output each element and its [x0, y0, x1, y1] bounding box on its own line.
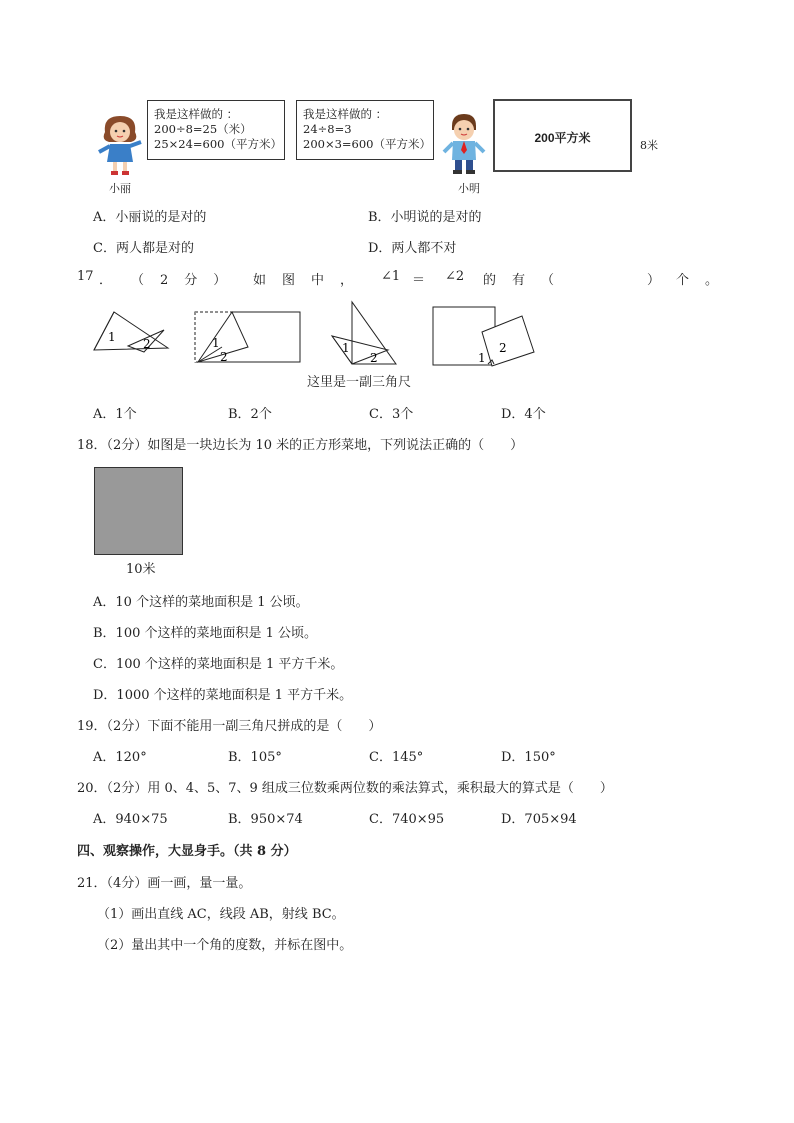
q18-option-a[interactable]: A．10 个这样的菜地面积是 1 公顷。: [93, 595, 309, 610]
q19-option-b[interactable]: B．105°: [228, 750, 282, 765]
q17-angle1: ∠1: [381, 269, 401, 284]
q20-option-d[interactable]: D．705×94: [501, 812, 577, 827]
q17-figure-2: [192, 309, 304, 365]
q17-text1: 如图中，: [253, 273, 370, 288]
q18-stem: 18．（2分）如图是一块边长为 10 米的正方形菜地，下列说法正确的（ ）: [77, 438, 524, 453]
girl-illustration: [95, 112, 145, 178]
field-rectangle: [493, 99, 632, 172]
q17-figure-4: [430, 304, 538, 368]
q19-option-c[interactable]: C．145°: [369, 750, 424, 765]
q17-figure-3: [330, 300, 402, 368]
section4-title: 四、观察操作，大显身手。（共 8 分）: [77, 844, 297, 859]
girl-name: 小丽: [109, 182, 131, 195]
q17-fig3-label-1: 1: [342, 341, 350, 355]
boy-speech-box: [296, 100, 434, 160]
q17-angle2: ∠2: [445, 269, 465, 284]
q17-fig2-label-2: 2: [220, 350, 228, 364]
q18-option-d[interactable]: D．1000 个这样的菜地面积是 1 平方千米。: [93, 688, 353, 703]
boy-box-line3: 200×3=600（平方米）: [303, 137, 431, 151]
q19-stem: 19．（2分）下面不能用一副三角尺拼成的是（ ）: [77, 719, 382, 734]
q18-square-label: 10米: [126, 562, 156, 577]
q16-option-a[interactable]: A．小丽说的是对的: [93, 210, 207, 225]
q17-fig1-label-2: 2: [143, 337, 151, 351]
q17-option-a[interactable]: A．1个: [93, 407, 137, 422]
boy-name: 小明: [458, 182, 480, 195]
q16-option-c[interactable]: C．两人都是对的: [93, 241, 194, 256]
field-area-label: 200平方米: [534, 131, 591, 145]
q19-option-d[interactable]: D．150°: [501, 750, 556, 765]
q20-option-b[interactable]: B．950×74: [228, 812, 303, 827]
field-side-label: 8米: [640, 139, 658, 152]
q18-option-b[interactable]: B．100 个这样的菜地面积是 1 公顷。: [93, 626, 318, 641]
q17-eq: ＝: [412, 273, 426, 288]
q17-score: （2分）: [131, 273, 243, 288]
girl-box-line2: 200÷8=25（米）: [154, 122, 252, 136]
q17-number: 17: [77, 269, 94, 284]
q17-fig1-label-1: 1: [108, 330, 116, 344]
q18-square: [94, 467, 183, 555]
q20-option-a[interactable]: A．940×75: [93, 812, 168, 827]
q21-sub1: （1）画出直线 AC，线段 AB，射线 BC。: [97, 907, 345, 922]
q17-fig3-label-2: 2: [370, 351, 378, 365]
q17-text3: ）个。: [647, 273, 735, 288]
q20-option-c[interactable]: C．740×95: [369, 812, 445, 827]
q20-stem: 20．（2分）用 0、4、5、7、9 组成三位数乘两位数的乘法算式，乘积最大的算式是（ ）: [77, 781, 613, 796]
q17-caption: 这里是一副三角尺: [307, 375, 412, 390]
q21-stem: 21．（4分）画一画，量一量。: [77, 876, 252, 891]
girl-box-line3: 25×24=600（平方米）: [154, 137, 282, 151]
boy-illustration: [440, 110, 488, 178]
girl-box-line1: 我是这样做的 ：: [154, 107, 239, 121]
q17-option-b[interactable]: B．2个: [228, 407, 272, 422]
boy-box-line2: 24÷8=3: [303, 122, 352, 136]
q17-fig4-label-1: 1: [478, 351, 486, 365]
q16-option-d[interactable]: D．两人都不对: [368, 241, 457, 256]
q17-figure-1: [92, 310, 172, 356]
q16-option-b[interactable]: B．小明说的是对的: [368, 210, 482, 225]
q21-sub2: （2）量出其中一个角的度数，并标在图中。: [97, 938, 353, 953]
q17-option-d[interactable]: D．4个: [501, 407, 546, 422]
q17-fig2-label-1: 1: [212, 336, 220, 350]
q17-text2: 的有（: [483, 273, 571, 288]
boy-box-line1: 我是这样做的 ：: [303, 107, 388, 121]
girl-speech-box: [147, 100, 285, 160]
q17-option-c[interactable]: C．3个: [369, 407, 414, 422]
q17-fig4-label-2: 2: [499, 341, 507, 355]
q19-option-a[interactable]: A．120°: [93, 750, 147, 765]
q18-option-c[interactable]: C．100 个这样的菜地面积是 1 平方千米。: [93, 657, 344, 672]
q17-dot: ．: [99, 273, 113, 288]
